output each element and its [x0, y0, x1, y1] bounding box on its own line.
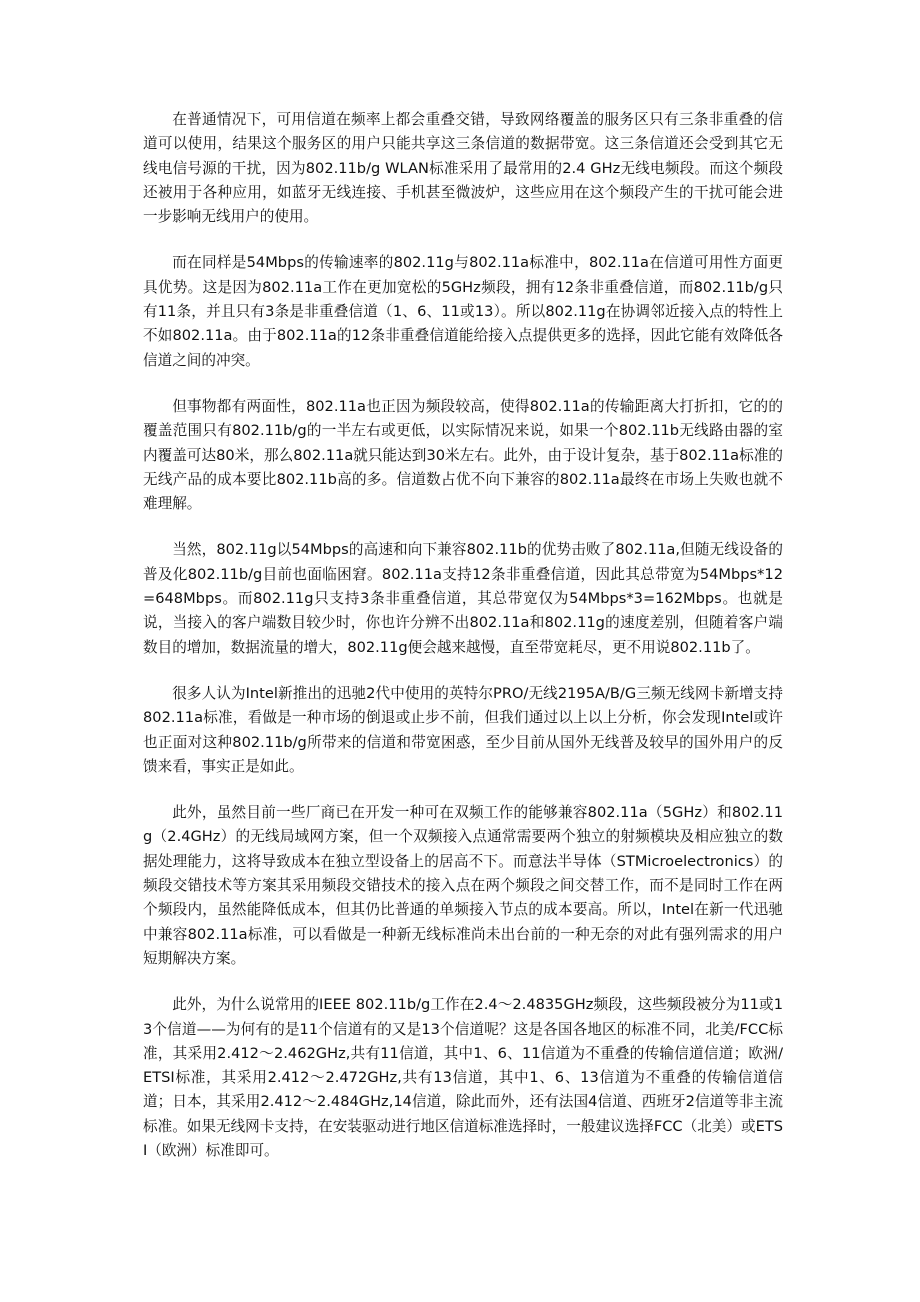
paragraph-3: 但事物都有两面性，802.11a也正因为频段较高，使得802.11a的传输距离大打折扣，它的的覆盖范围只有802.11b/g的一半左右或更低，以实际情况来说，如果一个802.11b无线路由器的室内覆盖可达80米，那么802.11a就只能达到30米左右。此外，由于设计复杂，基于802.11a标准的无线产品的成本要比802.11b高的多。信道数占优不向下兼容的802.11a最终在市场上失败也就不难理解。 — [143, 397, 783, 513]
paragraph-5: 很多人认为Intel新推出的迅驰2代中使用的英特尔PRO/无线2195A/B/G三频无线网卡新增支持802.11a标准，看做是一种市场的倒退或止步不前，但我们通过以上以上分析，你会发现Intel或许也正面对这种802.11b/g所带来的信道和带宽困惑，至少目前从国外无线普及较早的国外用户的反馈来看，事实正是如此。 — [143, 684, 783, 775]
paragraph-4: 当然，802.11g以54Mbps的高速和向下兼容802.11b的优势击败了802.11a,但随无线设备的普及化802.11b/g目前也面临困窘。802.11a支持12条非重叠信道，因此其总带宽为54Mbps*12=648Mbps。而802.11g只支持3条非重叠信道，其总带宽仅为54Mbps*3=162Mbps。也就是说，当接入的客户端数目较少时，你也许分辨不出802.11a和802.11g的速度差别，但随着客户端数目的增加，数据流量的增大，802.11g便会越来越慢，直至带宽耗尽，更不用说802.11b了。 — [143, 541, 783, 656]
paragraph-1: 在普通情况下，可用信道在频率上都会重叠交错，导致网络覆盖的服务区只有三条非重叠的信道可以使用，结果这个服务区的用户只能共享这三条信道的数据带宽。这三条信道还会受到其它无线电信号源的干扰，因为802.11b/g WLAN标准采用了最常用的2.4 GHz无线电频段。而这个频段还被用于各种应用，如蓝牙无线连接、手机甚至微波炉，这些应用在这个频段产生的干扰可能会进一步影响无线用户的使用。 — [143, 111, 783, 226]
paragraph-6: 此外，虽然目前一些厂商已在开发一种可在双频工作的能够兼容802.11a（5GHz）和802.11g（2.4GHz）的无线局域网方案，但一个双频接入点通常需要两个独立的射频模块及相应独立的数据处理能力，这将导致成本在独立型设备上的居高不下。而意法半导体（STMicroelectronics）的频段交错技术等方案其采用频段交错技术的接入点在两个频段之间交替工作，而不是同时工作在两个频段内，虽然能降低成本，但其仍比普通的单频接入节点的成本要高。所以，Intel在新一代迅驰中兼容802.11a标准，可以看做是一种新无线标准尚未出台前的一种无奈的对此有强列需求的用户短期解决方案。 — [143, 804, 783, 967]
paragraph-7: 此外，为什么说常用的IEEE 802.11b/g工作在2.4～2.4835GHz频段，这些频段被分为11或13个信道——为何有的是11个信道有的又是13个信道呢？这是各国各地区的标准不同，北美/FCC标准，其采用2.412～2.462GHz,共有11信道，其中1、6、11信道为不重叠的传输信道信道；欧洲/ETSI标准，其采用2.412～2.472GHz,共有13信道，其中1、6、13信道为不重叠的传输信道信道；日本，其采用2.412～2.484GHz,14信道，除此而外，还有法国4信道、西班牙2信道等非主流标准。如果无线网卡支持，在安装驱动进行地区信道标准选择时，一般建议选择FCC（北美）或ETSI（欧洲）标准即可。 — [143, 996, 783, 1159]
paragraph-2: 而在同样是54Mbps的传输速率的802.11g与802.11a标准中，802.11a在信道可用性方面更具优势。这是因为802.11a工作在更加宽松的5GHz频段，拥有12条非重叠信道，而802.11b/g只有11条，并且只有3条是非重叠信道（1、6、11或13）。所以802.11g在协调邻近接入点的特性上不如802.11a。由于802.11a的12条非重叠信道能给接入点提供更多的选择，因此它能有效降低各信道之间的冲突。 — [143, 254, 783, 369]
document-body — [143, 108, 783, 1185]
